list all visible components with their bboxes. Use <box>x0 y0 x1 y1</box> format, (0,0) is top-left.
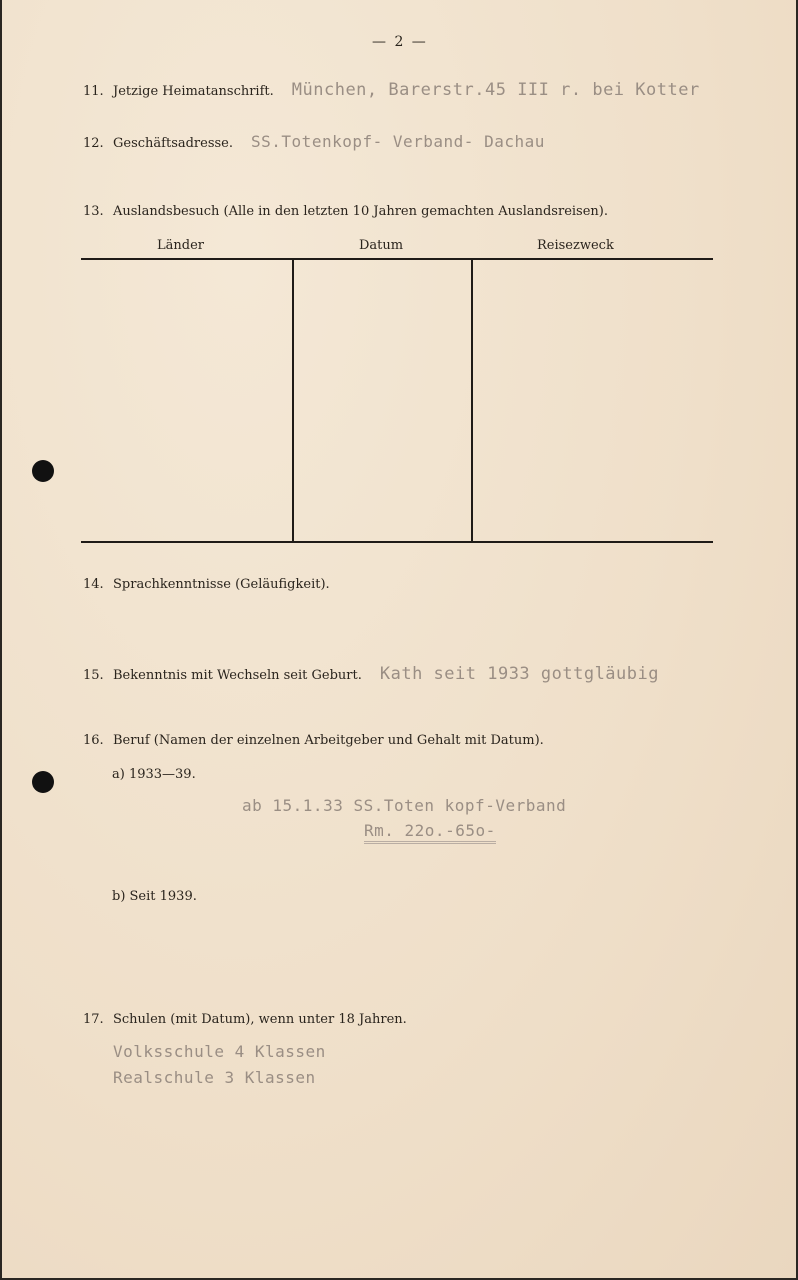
question-label: Geschäftsadresse. <box>113 136 234 151</box>
question-16 <box>83 733 544 748</box>
table-bottom-rule <box>81 541 713 543</box>
punch-hole-lower <box>32 771 54 793</box>
table-divider-1 <box>292 259 294 542</box>
question-label: Jetzige Heimatanschrift. <box>113 84 274 99</box>
table-top-rule <box>81 258 713 260</box>
question-number: 16. <box>83 733 104 748</box>
question-15 <box>83 664 659 684</box>
question-label: Bekenntnis mit Wechseln seit Geburt. <box>113 668 362 683</box>
question-number: 17. <box>83 1012 104 1027</box>
q16-b-label: b) Seit 1939. <box>112 889 197 904</box>
question-number: 13. <box>83 204 104 219</box>
q16-a-answer-salary: Rm. 22o.-65o- <box>364 821 496 844</box>
table-divider-2 <box>471 259 473 542</box>
column-header-datum: Datum <box>359 238 404 253</box>
question-label: Auslandsbesuch (Alle in den letzten 10 Jahren gemachten Auslandsreisen). <box>113 204 608 219</box>
question-label: Beruf (Namen der einzelnen Arbeitgeber und Gehalt mit Datum). <box>113 733 544 748</box>
column-header-reisezweck: Reisezweck <box>537 238 614 253</box>
q16-a-label: a) 1933—39. <box>112 767 196 782</box>
question-number: 11. <box>83 84 104 99</box>
question-label: Schulen (mit Datum), wenn unter 18 Jahren. <box>113 1012 407 1027</box>
religion-answer: Kath seit 1933 gottgläubig <box>379 664 659 684</box>
punch-hole-upper <box>32 460 54 482</box>
question-label: Sprachkenntnisse (Geläufigkeit). <box>113 577 330 592</box>
question-number: 12. <box>83 136 104 151</box>
q16-a-answer-employer: ab 15.1.33 SS.Toten kopf-Verband <box>242 796 567 815</box>
question-number: 14. <box>83 577 104 592</box>
question-11 <box>83 80 700 100</box>
home-address-answer: München, Barerstr.45 III r. bei Kotter <box>291 80 700 100</box>
column-header-laender: Länder <box>157 238 204 253</box>
page-number: — 2 — <box>372 34 428 50</box>
school-answer-2: Realschule 3 Klassen <box>113 1068 316 1087</box>
school-answer-1: Volksschule 4 Klassen <box>113 1042 326 1061</box>
question-14 <box>83 577 330 592</box>
question-17 <box>83 1012 407 1027</box>
business-address-answer: SS.Totenkopf- Verband- Dachau <box>251 132 545 151</box>
question-12 <box>83 132 545 151</box>
form-page <box>2 0 796 1278</box>
question-13 <box>83 204 608 219</box>
question-number: 15. <box>83 668 104 683</box>
